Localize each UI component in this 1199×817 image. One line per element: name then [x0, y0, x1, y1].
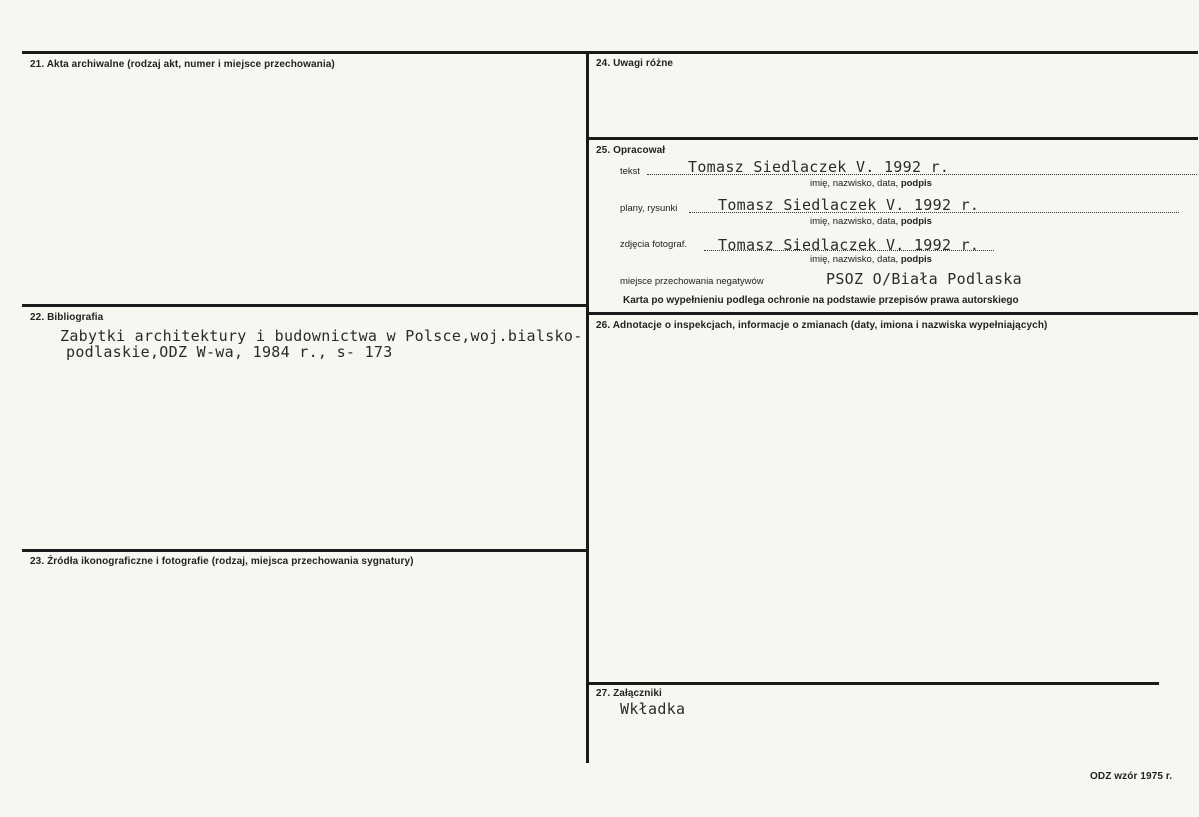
rule-26-27	[589, 682, 1159, 685]
top-rule	[22, 51, 1198, 54]
rule-24-25	[589, 137, 1198, 140]
caption-plain: imię, nazwisko, data,	[810, 216, 901, 227]
negatives-value: PSOZ O/Biała Podlaska	[826, 270, 1022, 288]
field-plany-label: plany, rysunki	[620, 203, 678, 214]
section-24-label: 24. Uwagi różne	[596, 58, 674, 69]
bibliography-line-1: Zabytki architektury i budownictwa w Polsce,woj.bialsko-	[60, 327, 583, 345]
section-27-label: 27. Załączniki	[596, 688, 662, 699]
caption-bold: podpis	[900, 216, 932, 227]
field-plany-caption	[810, 216, 932, 227]
copyright-note: Karta po wypełnieniu podlega ochronie na podstawie przepisów prawa autorskiego	[623, 295, 1019, 306]
caption-plain: imię, nazwisko, data,	[810, 254, 901, 265]
caption-bold: podpis	[900, 254, 932, 265]
section-25-label: 25. Opracował	[596, 145, 666, 156]
field-zdjecia-caption	[810, 254, 932, 265]
section-22-label: 22. Bibliografia	[30, 312, 104, 323]
caption-bold: podpis	[900, 178, 932, 189]
center-divider	[586, 51, 589, 763]
field-tekst-label: tekst	[620, 166, 641, 177]
section-26-label: 26. Adnotacje o inspekcjach, informacje o zmianach (daty, imiona i nazwiska wypełniających)	[596, 320, 1048, 331]
form-identifier: ODZ wzór 1975 r.	[1090, 771, 1173, 782]
section-23-label: 23. Źródła ikonograficzne i fotografie (rodzaj, miejsca przechowania sygnatury)	[30, 556, 414, 567]
field-tekst-caption	[810, 178, 932, 189]
attachments-value: Wkładka	[620, 700, 686, 718]
field-plany-value: Tomasz Siedlaczek V. 1992 r.	[718, 196, 980, 214]
field-zdjecia-value: Tomasz Siedlaczek V. 1992 r.	[718, 236, 980, 254]
bibliography-line-2: podlaskie,ODZ W-wa, 1984 r., s- 173	[66, 343, 393, 361]
field-tekst-value: Tomasz Siedlaczek V. 1992 r.	[688, 158, 950, 176]
rule-25-26	[589, 312, 1198, 315]
rule-22-23	[22, 549, 587, 552]
rule-21-22	[22, 304, 587, 307]
negatives-label: miejsce przechowania negatywów	[620, 276, 764, 287]
caption-plain: imię, nazwisko, data,	[810, 178, 901, 189]
field-zdjecia-label: zdjęcia fotograf.	[620, 239, 688, 250]
section-21-label: 21. Akta archiwalne (rodzaj akt, numer i miejsce przechowania)	[30, 59, 335, 70]
